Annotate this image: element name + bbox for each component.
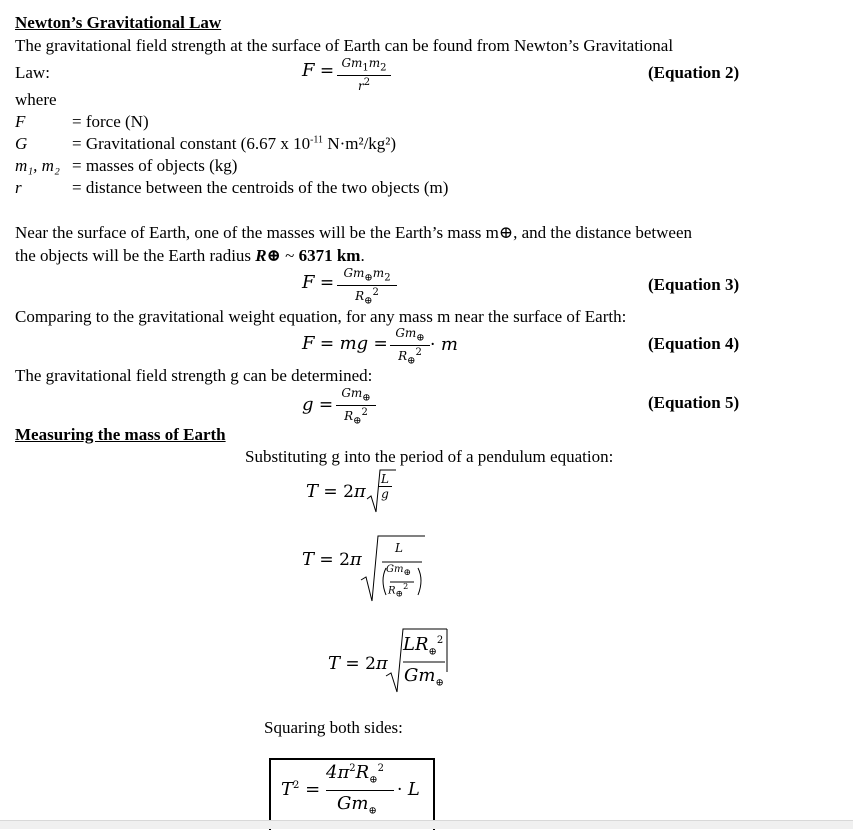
- where-text: where: [15, 90, 57, 109]
- def-symbol-r: r: [15, 178, 22, 197]
- compare-text: Comparing to the gravitational weight equation, for any mass m near the surface of Earth:: [15, 307, 627, 326]
- intro-text-line1: The gravitational field strength at the surface of Earth can be found from Newton’s Gravitational: [15, 36, 674, 55]
- def-desc-m: = masses of objects (kg): [72, 156, 238, 175]
- pendulum-eq-2-numerator: L: [395, 541, 403, 555]
- equation-2: F =: [302, 60, 335, 81]
- near-surface-text-a: the objects will be the Earth radius: [15, 246, 256, 265]
- equation-4-fraction: $\frac{Gm_\oplus}{R_\oplus^2}$: [390, 326, 430, 369]
- pendulum-eq-3-numerator: $LR_\oplus^2$: [403, 634, 444, 658]
- def-symbol-f: F: [15, 112, 26, 131]
- pendulum-eq-2-inner-den: $R_\oplus^2$: [388, 582, 409, 600]
- equation-4-tail: · m: [430, 334, 458, 355]
- equation-3: F =: [302, 272, 335, 293]
- equation-4: F = mg =: [302, 333, 388, 354]
- pendulum-eq-1: T = 2π: [306, 481, 366, 502]
- def-desc-g-tail: N·m²/kg²): [323, 134, 397, 153]
- def-desc-g-main: = Gravitational constant (6.67 x 10: [72, 134, 311, 153]
- equation-5: g =: [302, 394, 334, 415]
- squaring-text: Squaring both sides:: [264, 718, 403, 737]
- equation-3-fraction: $\frac{Gm_\oplus m_2}{R_\oplus^2}$: [337, 266, 397, 309]
- final-eq-lhs: $T^2$ =: [281, 779, 321, 800]
- pendulum-eq-3-denominator: $Gm_\oplus$: [404, 665, 444, 689]
- final-eq-tail: · L: [397, 779, 420, 800]
- pendulum-eq-2: T = 2π: [302, 549, 362, 570]
- equation-4-label: (Equation 4): [648, 334, 740, 353]
- near-surface-line2: [15, 246, 365, 266]
- earth-radius-symbol: R⊕: [255, 246, 281, 265]
- equation-5-label: (Equation 5): [648, 393, 740, 412]
- section-title-newtons-law: Newton’s Gravitational Law: [15, 13, 222, 32]
- equation-5-fraction: $\frac{Gm_\oplus}{R_\oplus^2}$: [336, 386, 376, 429]
- earth-radius-value: 6371 km: [298, 246, 361, 265]
- equation-2-fraction: $\frac{Gm_1m_2}{r^2}$: [337, 56, 391, 93]
- final-eq-fraction-bar: [326, 790, 394, 791]
- def-desc-f: = force (N): [72, 112, 149, 131]
- final-eq-denominator: $Gm_\oplus$: [337, 793, 377, 817]
- def-desc-r: = distance between the centroids of the two objects (m): [72, 178, 449, 197]
- near-surface-text-e: .: [360, 246, 365, 265]
- final-eq-numerator: $4\pi^2R_\oplus^2$: [326, 762, 384, 786]
- near-surface-line1: Near the surface of Earth, one of the masses will be the Earth’s mass m⊕, and the distance between: [15, 223, 693, 242]
- def-symbol-g: G: [15, 134, 28, 153]
- near-surface-text-c: ~: [280, 246, 299, 265]
- intro-text-line2: Law:: [15, 63, 50, 82]
- substituting-text: Substituting g into the period of a pendulum equation:: [245, 447, 614, 466]
- def-symbol-m: m₁, m₂: [15, 156, 60, 175]
- section-title-measuring-mass: Measuring the mass of Earth: [15, 425, 226, 444]
- equation-3-label: (Equation 3): [648, 275, 740, 294]
- def-desc-g-exp: -11: [310, 134, 324, 146]
- equation-2-label: (Equation 2): [648, 63, 740, 82]
- pendulum-eq-3: T = 2π: [328, 653, 388, 674]
- gfield-text: The gravitational field strength g can be determined:: [15, 366, 373, 385]
- def-desc-g: [72, 134, 396, 154]
- pendulum-eq-1-fraction: $\frac{L}{g}$: [378, 472, 392, 501]
- pendulum-eq-2-inner-num: $Gm_\oplus$: [386, 564, 412, 578]
